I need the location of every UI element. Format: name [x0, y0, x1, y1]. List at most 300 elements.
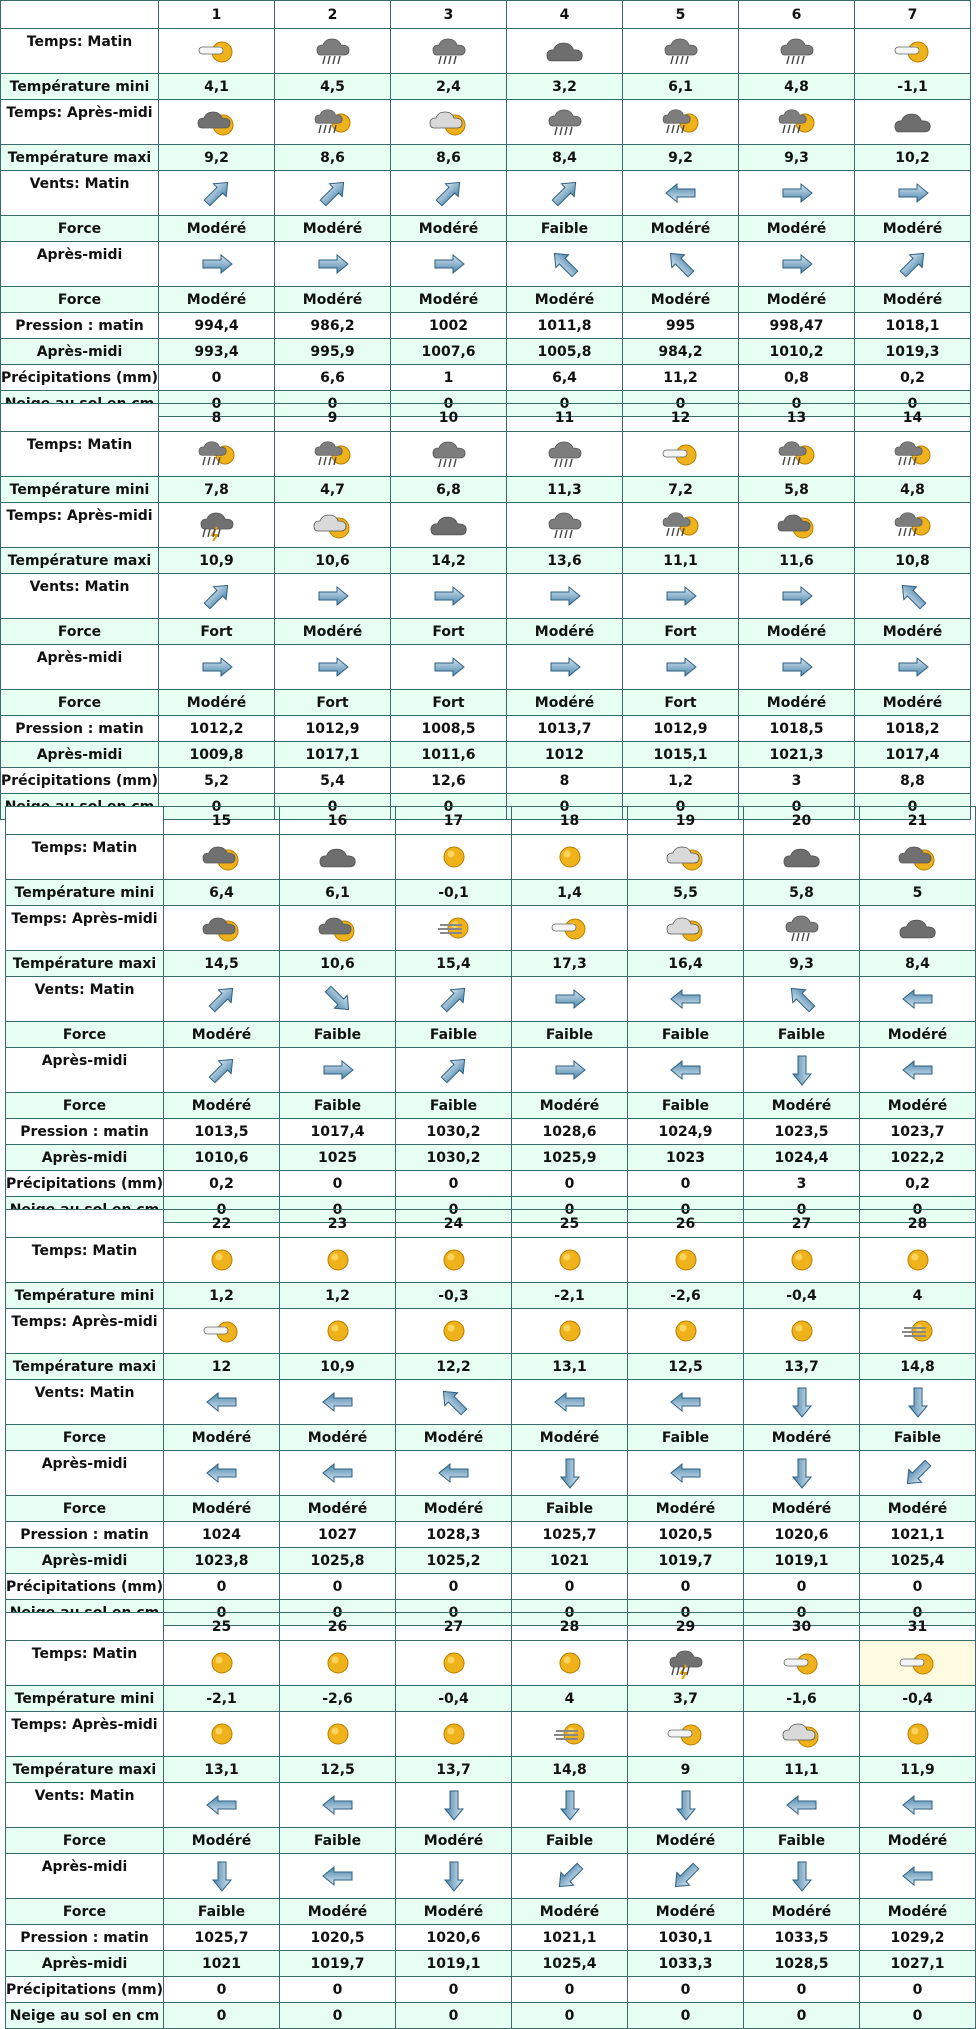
wind-arrow-icon [432, 1797, 476, 1813]
rain-cloud-icon [659, 43, 703, 59]
rain-cloud-icon [311, 43, 355, 59]
force_pm-cell: Faible [512, 1496, 628, 1522]
weather-cell [744, 835, 860, 880]
days-cell: 15 [164, 807, 280, 835]
force_pm-cell: Faible [396, 1093, 512, 1119]
wind-cell [512, 977, 628, 1022]
weather-cell [860, 1712, 976, 1757]
dark-cloud-icon [896, 920, 940, 936]
weather-cell [860, 1309, 976, 1354]
wind-cell [739, 171, 855, 216]
row-precip [6, 1977, 976, 2003]
wind-cell [280, 1048, 396, 1093]
p_am-cell: 1011,8 [507, 313, 623, 339]
force_am-cell: Modéré [396, 1828, 512, 1854]
sun-icon [664, 1323, 708, 1339]
row-label: Pression : matin [6, 1522, 164, 1548]
wind-cell [275, 171, 391, 216]
force_pm-cell: Modéré [391, 287, 507, 313]
p_am-cell: 995 [623, 313, 739, 339]
corner-cell [1, 1, 159, 29]
dark-cloud-icon [891, 114, 935, 130]
row-force_pm [6, 1899, 976, 1925]
force_pm-cell: Modéré [628, 1899, 744, 1925]
wind-cell [860, 1783, 976, 1828]
p_am-cell: 1020,5 [628, 1522, 744, 1548]
precip-cell: 0 [280, 1574, 396, 1600]
weather-cell [280, 1641, 396, 1686]
weather-cell [512, 1641, 628, 1686]
weather-cell [159, 29, 275, 74]
p_pm-cell: 1012 [507, 742, 623, 768]
force_am-cell: Modéré [275, 619, 391, 645]
precip-cell: 5,4 [275, 768, 391, 794]
force_am-cell: Faible [512, 1828, 628, 1854]
force_pm-cell: Faible [280, 1093, 396, 1119]
neige-cell: 0 [860, 1197, 976, 1223]
p_pm-cell: 1005,8 [507, 339, 623, 365]
row-label: Pression : matin [1, 716, 159, 742]
tmin-cell: 1,2 [164, 1283, 280, 1309]
tmin-cell: -0,1 [396, 880, 512, 906]
wind-arrow-icon [896, 1868, 940, 1884]
row-label: Temps: Matin [6, 1238, 164, 1283]
wind-cell [628, 1048, 744, 1093]
sun-icon [896, 1726, 940, 1742]
row-label: Pression : matin [6, 1925, 164, 1951]
days-cell: 26 [628, 1210, 744, 1238]
precip-cell: 6,4 [507, 365, 623, 391]
tmin-cell: 3,2 [507, 74, 623, 100]
wind-arrow-icon [543, 185, 587, 201]
precip-cell: 0 [860, 1574, 976, 1600]
wind-arrow-icon [432, 991, 476, 1007]
tmax-cell: 9,2 [159, 145, 275, 171]
weather-cell [512, 1238, 628, 1283]
row-label: Force [6, 1093, 164, 1119]
wind-cell [855, 242, 971, 287]
sun-icon [316, 1323, 360, 1339]
light-cloud-sun-icon [780, 1726, 824, 1742]
weather-cell [280, 1238, 396, 1283]
tmax-cell: 14,8 [512, 1757, 628, 1783]
wind-arrow-icon [664, 1868, 708, 1884]
p_pm-cell: 1007,6 [391, 339, 507, 365]
days-cell: 23 [280, 1210, 396, 1238]
weather-cell [396, 1238, 512, 1283]
rain-sun-icon [891, 446, 935, 462]
wind-arrow-icon [548, 1797, 592, 1813]
tmin-cell: 1,4 [512, 880, 628, 906]
wind-arrow-icon [896, 1062, 940, 1078]
dark-cloud-sun-icon [200, 849, 244, 865]
p_pm-cell: 1011,6 [391, 742, 507, 768]
row-label: Température maxi [6, 1757, 164, 1783]
wind-cell [280, 977, 396, 1022]
wind-cell [507, 171, 623, 216]
row-label: Vents: Matin [6, 977, 164, 1022]
row-label: Après-midi [1, 645, 159, 690]
wind-arrow-icon [775, 185, 819, 201]
days-cell: 31 [860, 1613, 976, 1641]
days-cell: 13 [739, 404, 855, 432]
rain-cloud-icon [427, 446, 471, 462]
p_pm-cell: 1028,5 [744, 1951, 860, 1977]
wind-cell [623, 574, 739, 619]
days-cell: 4 [507, 1, 623, 29]
days-cell: 5 [623, 1, 739, 29]
weather-cell [507, 503, 623, 548]
wind-cell [280, 1854, 396, 1899]
p_am-cell: 1028,3 [396, 1522, 512, 1548]
p_am-cell: 986,2 [275, 313, 391, 339]
wind-arrow-icon [659, 659, 703, 675]
tmax-cell: 13,7 [744, 1354, 860, 1380]
sun-icon [200, 1252, 244, 1268]
row-tmin [1, 477, 971, 503]
force_pm-cell: Modéré [164, 1496, 280, 1522]
p_am-cell: 1017,4 [280, 1119, 396, 1145]
wind-cell [275, 574, 391, 619]
wind-arrow-icon [316, 1394, 360, 1410]
row-precip [1, 768, 971, 794]
tmin-cell: 4 [512, 1686, 628, 1712]
row-label: Précipitations (mm) [1, 365, 159, 391]
force_pm-cell: Modéré [396, 1899, 512, 1925]
days-cell: 7 [855, 1, 971, 29]
force_am-cell: Modéré [855, 216, 971, 242]
precip-cell: 0 [628, 1977, 744, 2003]
wind-cell [512, 1048, 628, 1093]
cloud-sun-icon [200, 1323, 244, 1339]
force_pm-cell: Modéré [855, 287, 971, 313]
p_am-cell: 1012,9 [275, 716, 391, 742]
p_am-cell: 1024,9 [628, 1119, 744, 1145]
wind-cell [739, 574, 855, 619]
force_pm-cell: Modéré [623, 287, 739, 313]
tmax-cell: 12 [164, 1354, 280, 1380]
days-cell: 2 [275, 1, 391, 29]
p_am-cell: 1021,1 [512, 1925, 628, 1951]
wind-arrow-icon [896, 1394, 940, 1410]
row-p_am [6, 1119, 976, 1145]
days-cell: 25 [164, 1613, 280, 1641]
rain-sun-icon [311, 446, 355, 462]
haze-sun-icon [896, 1323, 940, 1339]
wind-arrow-icon [775, 588, 819, 604]
p_pm-cell: 1025,8 [280, 1548, 396, 1574]
p_am-cell: 1025,7 [164, 1925, 280, 1951]
neige-cell: 0 [860, 1600, 976, 1626]
wind-arrow-icon [659, 185, 703, 201]
weather-cell [280, 1309, 396, 1354]
weather-cell [739, 100, 855, 145]
weather-cell [628, 1641, 744, 1686]
weather-cell [623, 29, 739, 74]
weather-cell [739, 432, 855, 477]
row-days [6, 807, 976, 835]
wind-cell [744, 1048, 860, 1093]
weather-cell [855, 432, 971, 477]
sun-icon [316, 1252, 360, 1268]
tmin-cell: -1,6 [744, 1686, 860, 1712]
precip-cell: 0,2 [860, 1171, 976, 1197]
tmax-cell: 13,6 [507, 548, 623, 574]
neige-cell: 0 [855, 794, 971, 820]
wind-arrow-icon [316, 1062, 360, 1078]
storm-icon [195, 517, 239, 533]
wind-arrow-icon [200, 1465, 244, 1481]
tmax-cell: 13,1 [164, 1757, 280, 1783]
tmin-cell: 5,8 [739, 477, 855, 503]
light-cloud-sun-icon [664, 920, 708, 936]
weather-cell [391, 29, 507, 74]
force_am-cell: Faible [860, 1425, 976, 1451]
weather-cell [623, 100, 739, 145]
dark-cloud-sun-icon [200, 920, 244, 936]
precip-cell: 0 [396, 1574, 512, 1600]
neige-cell: 0 [623, 391, 739, 417]
wind-arrow-icon [780, 1062, 824, 1078]
precip-cell: 0 [512, 1171, 628, 1197]
sun-icon [780, 1323, 824, 1339]
cloud-sun-icon [548, 920, 592, 936]
cloud-sun-icon [780, 1655, 824, 1671]
row-label: Température maxi [6, 951, 164, 977]
weather-cell [744, 1238, 860, 1283]
p_pm-cell: 1021 [512, 1548, 628, 1574]
row-tmax [6, 951, 976, 977]
weather-cell [396, 1309, 512, 1354]
p_pm-cell: 995,9 [275, 339, 391, 365]
p_pm-cell: 1021,3 [739, 742, 855, 768]
days-cell: 30 [744, 1613, 860, 1641]
days-cell: 10 [391, 404, 507, 432]
wind-cell [391, 171, 507, 216]
tmin-cell: 6,4 [164, 880, 280, 906]
p_pm-cell: 1024,4 [744, 1145, 860, 1171]
tmax-cell: 8,4 [860, 951, 976, 977]
haze-sun-icon [548, 1726, 592, 1742]
wind-cell [512, 1783, 628, 1828]
weather-cell [164, 1712, 280, 1757]
precip-cell: 0 [744, 1574, 860, 1600]
neige-cell: 0 [396, 1197, 512, 1223]
row-weather_am [1, 432, 971, 477]
rain-cloud-icon [543, 446, 587, 462]
wind-cell [744, 1783, 860, 1828]
days-cell: 1 [159, 1, 275, 29]
wind-arrow-icon [775, 659, 819, 675]
wind-cell [396, 1783, 512, 1828]
p_pm-cell: 1021 [164, 1951, 280, 1977]
tmin-cell: -0,4 [744, 1283, 860, 1309]
wind-cell [164, 1380, 280, 1425]
days-cell: 16 [280, 807, 396, 835]
p_pm-cell: 1019,7 [628, 1548, 744, 1574]
row-label: Force [6, 1899, 164, 1925]
weather-cell [391, 432, 507, 477]
wind-arrow-icon [891, 256, 935, 272]
row-precip [6, 1171, 976, 1197]
force_am-cell: Faible [396, 1022, 512, 1048]
neige-cell: 0 [396, 2003, 512, 2029]
wind-cell [159, 574, 275, 619]
sun-icon [548, 849, 592, 865]
tmin-cell: 1,2 [280, 1283, 396, 1309]
force_am-cell: Modéré [628, 1828, 744, 1854]
tmax-cell: 10,8 [855, 548, 971, 574]
row-label: Pression : matin [1, 313, 159, 339]
sun-icon [432, 1726, 476, 1742]
p_pm-cell: 1015,1 [623, 742, 739, 768]
weather-cell [507, 29, 623, 74]
row-wind_pm [1, 242, 971, 287]
row-label: Force [6, 1828, 164, 1854]
wind-arrow-icon [780, 1465, 824, 1481]
p_am-cell: 1033,5 [744, 1925, 860, 1951]
weather-cell [391, 100, 507, 145]
wind-arrow-icon [780, 1797, 824, 1813]
wind-cell [744, 1854, 860, 1899]
wind-cell [855, 171, 971, 216]
row-days [1, 1, 971, 29]
row-label: Temps: Matin [6, 835, 164, 880]
weather-cell [275, 29, 391, 74]
weather-cell [512, 906, 628, 951]
weather-cell [860, 835, 976, 880]
wind-cell [159, 171, 275, 216]
force_am-cell: Modéré [159, 216, 275, 242]
row-label: Temps: Après-midi [1, 100, 159, 145]
rain-cloud-icon [427, 43, 471, 59]
neige-cell: 0 [159, 794, 275, 820]
days-cell: 27 [744, 1210, 860, 1238]
wind-arrow-icon [316, 991, 360, 1007]
tmin-cell: 6,8 [391, 477, 507, 503]
neige-cell: 0 [164, 2003, 280, 2029]
tmin-cell: 4,7 [275, 477, 391, 503]
wind-cell [280, 1451, 396, 1496]
tmin-cell: -2,1 [164, 1686, 280, 1712]
force_am-cell: Modéré [164, 1425, 280, 1451]
sun-icon [548, 1252, 592, 1268]
rain-cloud-icon [780, 920, 824, 936]
force_pm-cell: Modéré [860, 1899, 976, 1925]
wind-arrow-icon [311, 185, 355, 201]
p_pm-cell: 1033,3 [628, 1951, 744, 1977]
tmax-cell: 11,9 [860, 1757, 976, 1783]
neige-cell: 0 [739, 391, 855, 417]
wind-cell [159, 242, 275, 287]
p_am-cell: 1028,6 [512, 1119, 628, 1145]
wind-arrow-icon [427, 659, 471, 675]
wind-cell [860, 1451, 976, 1496]
wind-cell [507, 574, 623, 619]
wind-cell [628, 977, 744, 1022]
row-wind_pm [6, 1854, 976, 1899]
wind-arrow-icon [896, 1797, 940, 1813]
neige-cell: 0 [628, 1600, 744, 1626]
tmax-cell: 11,1 [744, 1757, 860, 1783]
row-force_am [6, 1425, 976, 1451]
force_am-cell: Fort [623, 619, 739, 645]
force_pm-cell: Modéré [280, 1899, 396, 1925]
sun-icon [200, 1726, 244, 1742]
weather-cell [275, 503, 391, 548]
sun-icon [316, 1655, 360, 1671]
wind-arrow-icon [780, 991, 824, 1007]
weather-cell [744, 1712, 860, 1757]
tmax-cell: 13,7 [396, 1757, 512, 1783]
wind-arrow-icon [432, 1868, 476, 1884]
wind-arrow-icon [548, 1868, 592, 1884]
weather-cell [396, 1641, 512, 1686]
days-cell: 18 [512, 807, 628, 835]
tmin-cell: -0,4 [860, 1686, 976, 1712]
wind-arrow-icon [896, 1465, 940, 1481]
weather-cell [396, 906, 512, 951]
precip-cell: 0 [164, 1574, 280, 1600]
wind-arrow-icon [543, 256, 587, 272]
wind-arrow-icon [316, 1868, 360, 1884]
force_am-cell: Modéré [860, 1022, 976, 1048]
wind-arrow-icon [200, 991, 244, 1007]
rain-sun-icon [775, 446, 819, 462]
weather-cell [744, 906, 860, 951]
tmax-cell: 14,8 [860, 1354, 976, 1380]
wind-arrow-icon [664, 1797, 708, 1813]
force_pm-cell: Fort [391, 690, 507, 716]
weather-cell [628, 1712, 744, 1757]
weather-cell [744, 1641, 860, 1686]
weather-cell [628, 835, 744, 880]
tmin-cell: 5,8 [744, 880, 860, 906]
precip-cell: 11,2 [623, 365, 739, 391]
p_am-cell: 1013,7 [507, 716, 623, 742]
dark-cloud-sun-icon [195, 114, 239, 130]
p_pm-cell: 1017,1 [275, 742, 391, 768]
row-p_pm [6, 1951, 976, 1977]
p_am-cell: 1025,7 [512, 1522, 628, 1548]
neige-cell: 0 [391, 794, 507, 820]
precip-cell: 5,2 [159, 768, 275, 794]
tmax-cell: 8,4 [507, 145, 623, 171]
precip-cell: 0 [396, 1171, 512, 1197]
force_pm-cell: Modéré [512, 1899, 628, 1925]
wind-cell [164, 977, 280, 1022]
precip-cell: 1,2 [623, 768, 739, 794]
light-cloud-sun-icon [311, 517, 355, 533]
row-label: Temps: Matin [1, 432, 159, 477]
row-p_pm [6, 1145, 976, 1171]
wind-arrow-icon [311, 588, 355, 604]
wind-cell [164, 1854, 280, 1899]
wind-cell [860, 977, 976, 1022]
force_am-cell: Modéré [396, 1425, 512, 1451]
row-label: Pression : matin [6, 1119, 164, 1145]
wind-arrow-icon [780, 1868, 824, 1884]
days-cell: 8 [159, 404, 275, 432]
weather-cell [159, 100, 275, 145]
wind-cell [164, 1451, 280, 1496]
p_am-cell: 1023,7 [860, 1119, 976, 1145]
row-wind_am [1, 574, 971, 619]
row-wind_pm [1, 645, 971, 690]
tmax-cell: 10,2 [855, 145, 971, 171]
wind-cell [860, 1048, 976, 1093]
cloud-sun-icon [659, 446, 703, 462]
